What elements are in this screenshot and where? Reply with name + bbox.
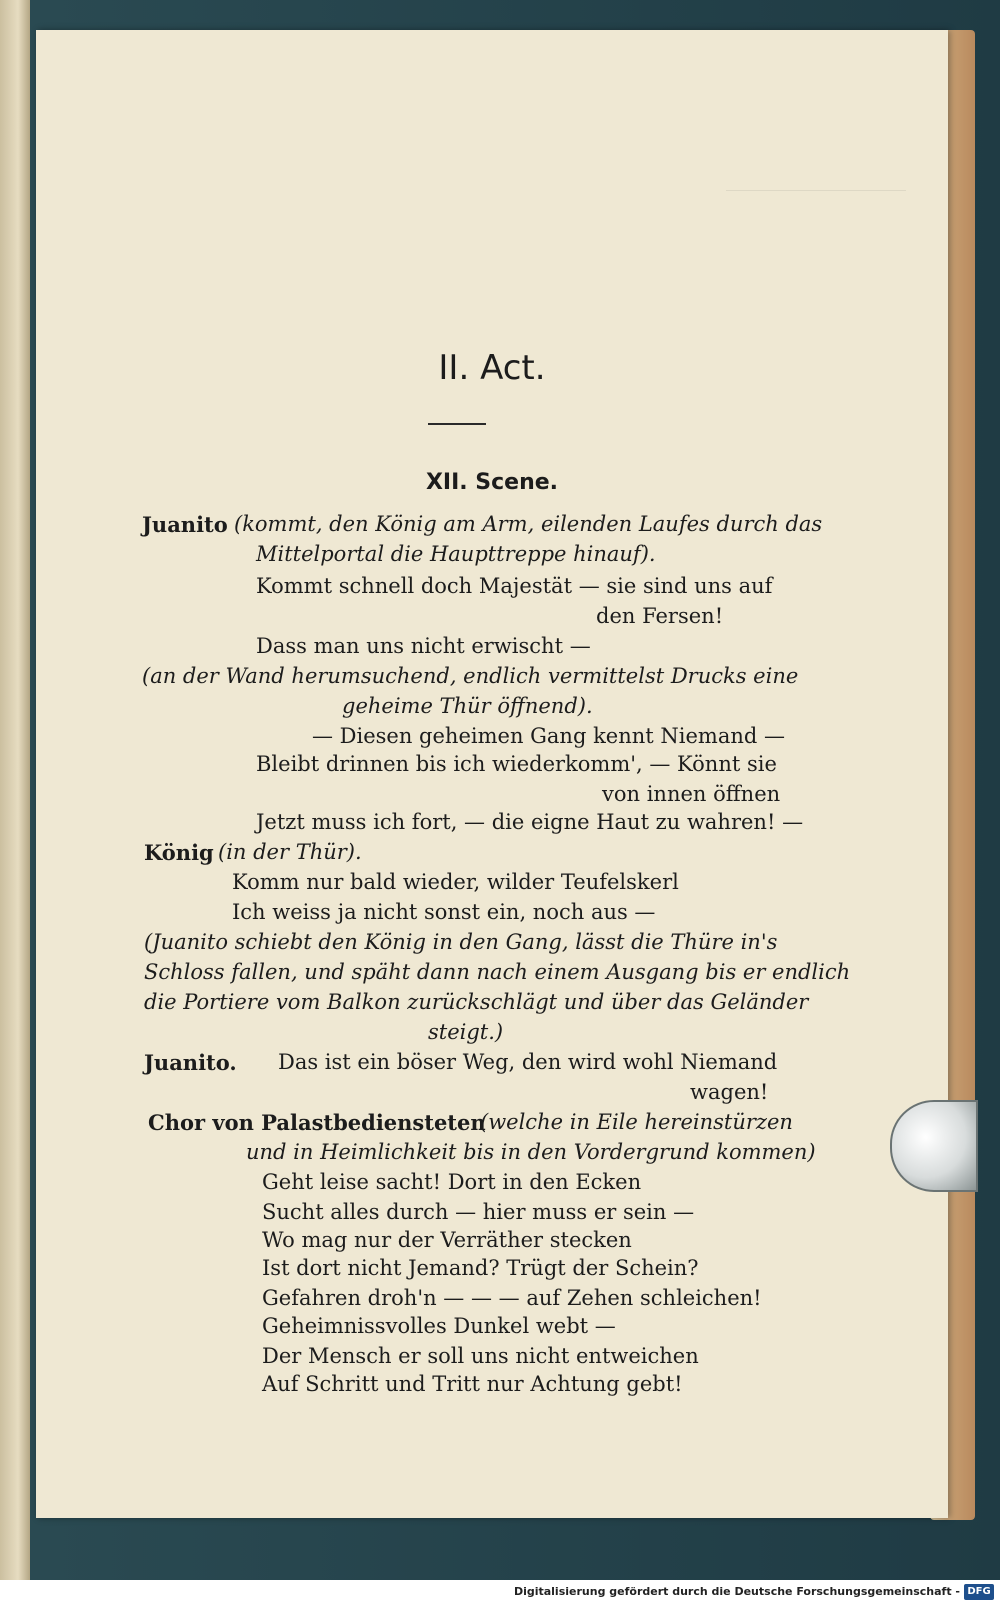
verse-line: Ist dort nicht Jemand? Trügt der Schein? (262, 1256, 699, 1280)
footer-credit: Digitalisierung gefördert durch die Deutsche Forschungsgemeinschaft - (513, 1585, 960, 1598)
verse-line: von innen öffnen (602, 782, 781, 806)
speaker-koenig: König (144, 840, 214, 865)
left-page-edge (0, 0, 30, 1580)
speaker-juanito: Juanito. (144, 1050, 237, 1075)
act-title: II. Act. (438, 348, 546, 388)
verse-line: Das ist ein böser Weg, den wird wohl Niemand (278, 1050, 778, 1074)
stage-direction: geheime Thür öffnend). (342, 694, 593, 718)
verse-line: Gefahren droh'n — — — auf Zehen schleichen! (262, 1286, 762, 1310)
verse-line: Dass man uns nicht erwischt — (256, 634, 591, 658)
scene-title: XII. Scene. (425, 470, 559, 495)
book-page (36, 30, 948, 1518)
verse-line: den Fersen! (596, 604, 724, 628)
verse-line: Kommt schnell doch Majestät — sie sind uns auf (256, 574, 773, 598)
dfg-logo: DFG (964, 1584, 994, 1600)
footer-bar (0, 1580, 1000, 1606)
title-rule (428, 423, 486, 425)
verse-line: wagen! (690, 1080, 769, 1104)
stage-direction: und in Heimlichkeit bis in den Vordergrund kommen) (246, 1140, 816, 1164)
page-clip (890, 1100, 978, 1192)
verse-line: Bleibt drinnen bis ich wiederkomm', — Könnt sie (256, 752, 777, 776)
verse-line: Komm nur bald wieder, wilder Teufelskerl (232, 870, 679, 894)
stage-direction: die Portiere vom Balkon zurückschlägt und über das Geländer (144, 990, 809, 1014)
verse-line: — Diesen geheimen Gang kennt Niemand — (312, 724, 785, 748)
verse-line: Der Mensch er soll uns nicht entweichen (262, 1344, 699, 1368)
stage-direction: (an der Wand herumsuchend, endlich vermittelst Drucks eine (142, 664, 799, 688)
stage-direction: (welche in Eile hereinstürzen (480, 1110, 793, 1134)
verse-line: Wo mag nur der Verräther stecken (262, 1228, 632, 1252)
stage-direction: steigt.) (428, 1020, 504, 1044)
verse-line: Auf Schritt und Tritt nur Achtung gebt! (262, 1372, 683, 1396)
verse-line: Jetzt muss ich fort, — die eigne Haut zu wahren! — (256, 810, 804, 834)
verse-line: Sucht alles durch — hier muss er sein — (262, 1200, 695, 1224)
stage-direction: (Juanito schiebt den König in den Gang, lässt die Thüre in's (144, 930, 778, 954)
stage-direction: Schloss fallen, und späht dann nach einem Ausgang bis er endlich (144, 960, 851, 984)
speaker-juanito: Juanito (142, 512, 228, 537)
bleed-through-mark (726, 190, 906, 201)
verse-line: Geheimnissvolles Dunkel webt — (262, 1314, 616, 1338)
stage-direction: Mittelportal die Haupttreppe hinauf). (256, 542, 656, 566)
stage-direction: (in der Thür). (218, 840, 362, 864)
stage-direction: (kommt, den König am Arm, eilenden Laufes durch das (234, 512, 823, 536)
speaker-chor: Chor von Palastbediensteten (148, 1110, 486, 1135)
verse-line: Geht leise sacht! Dort in den Ecken (262, 1170, 642, 1194)
verse-line: Ich weiss ja nicht sonst ein, noch aus — (232, 900, 656, 924)
